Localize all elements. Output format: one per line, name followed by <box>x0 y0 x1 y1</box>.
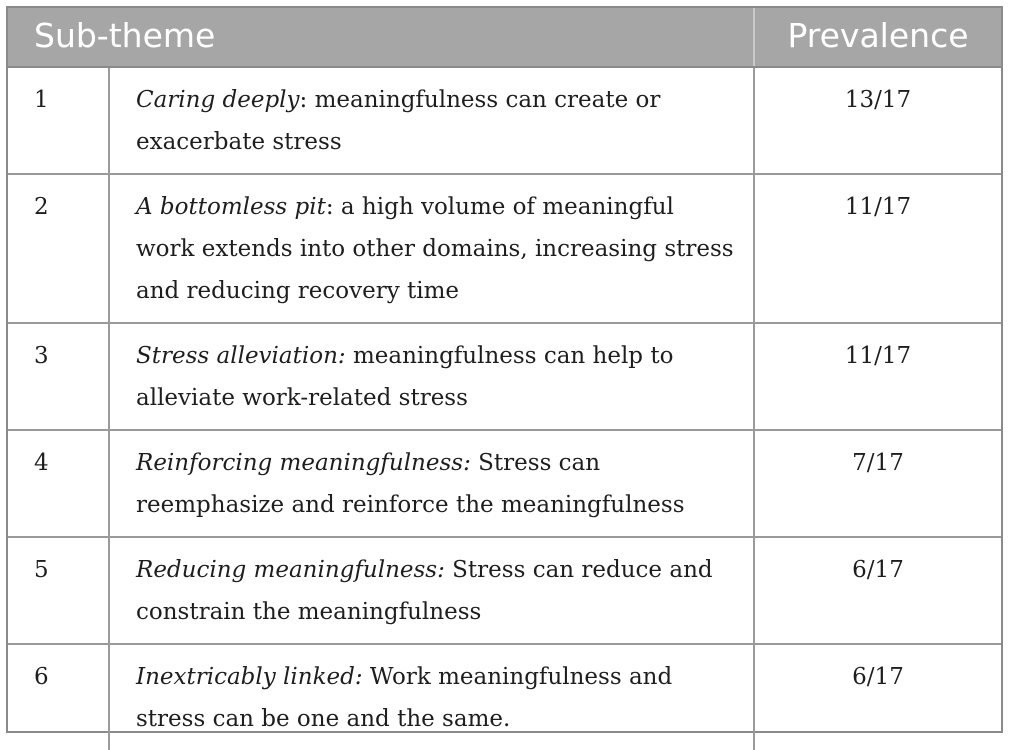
table-row <box>8 537 1001 644</box>
prevalence-value: 7/17 <box>754 430 1001 537</box>
table <box>8 8 1001 750</box>
sub-theme-cell <box>109 644 754 750</box>
sub-theme-title: Reducing meaningfulness: <box>136 557 445 583</box>
header-sub-theme: Sub-theme <box>8 8 754 67</box>
sub-theme-title: Reinforcing meaningfulness: <box>136 450 471 476</box>
table-row <box>8 174 1001 323</box>
row-number: 5 <box>8 537 109 644</box>
prevalence-value: 6/17 <box>754 537 1001 644</box>
sub-theme-title: A bottomless pit <box>136 194 326 220</box>
sub-theme-table <box>6 6 1003 733</box>
row-number: 3 <box>8 323 109 430</box>
table-header-row <box>8 8 1001 67</box>
row-number: 4 <box>8 430 109 537</box>
sub-theme-description: meaningfulness can create or exacerbate stress <box>136 87 661 155</box>
prevalence-value: 11/17 <box>754 174 1001 323</box>
table-row <box>8 644 1001 750</box>
header-prevalence: Prevalence <box>754 8 1001 67</box>
sub-theme-separator: : <box>299 87 308 113</box>
sub-theme-cell <box>109 67 754 174</box>
row-number: 6 <box>8 644 109 750</box>
table-row <box>8 323 1001 430</box>
sub-theme-title: Caring deeply <box>136 87 300 113</box>
sub-theme-description: a high volume of meaningful work extends into other domains, increasing stress and reducing recovery time <box>136 194 734 304</box>
sub-theme-description: Work meaningfulness and stress can be one and the same. <box>136 664 673 732</box>
sub-theme-cell <box>109 537 754 644</box>
sub-theme-title: Inextricably linked: <box>136 664 363 690</box>
sub-theme-cell <box>109 174 754 323</box>
row-number: 1 <box>8 67 109 174</box>
table-row <box>8 430 1001 537</box>
sub-theme-cell <box>109 430 754 537</box>
prevalence-value: 11/17 <box>754 323 1001 430</box>
sub-theme-cell <box>109 323 754 430</box>
sub-theme-description: Stress can reemphasize and reinforce the meaningfulness <box>136 450 685 518</box>
prevalence-value: 13/17 <box>754 67 1001 174</box>
table-row <box>8 67 1001 174</box>
prevalence-value: 6/17 <box>754 644 1001 750</box>
sub-theme-description: Stress can reduce and constrain the meaningfulness <box>136 557 713 625</box>
row-number: 2 <box>8 174 109 323</box>
sub-theme-title: Stress alleviation: <box>136 343 346 369</box>
sub-theme-description: meaningfulness can help to alleviate work-related stress <box>136 343 674 411</box>
sub-theme-separator: : <box>325 194 334 220</box>
